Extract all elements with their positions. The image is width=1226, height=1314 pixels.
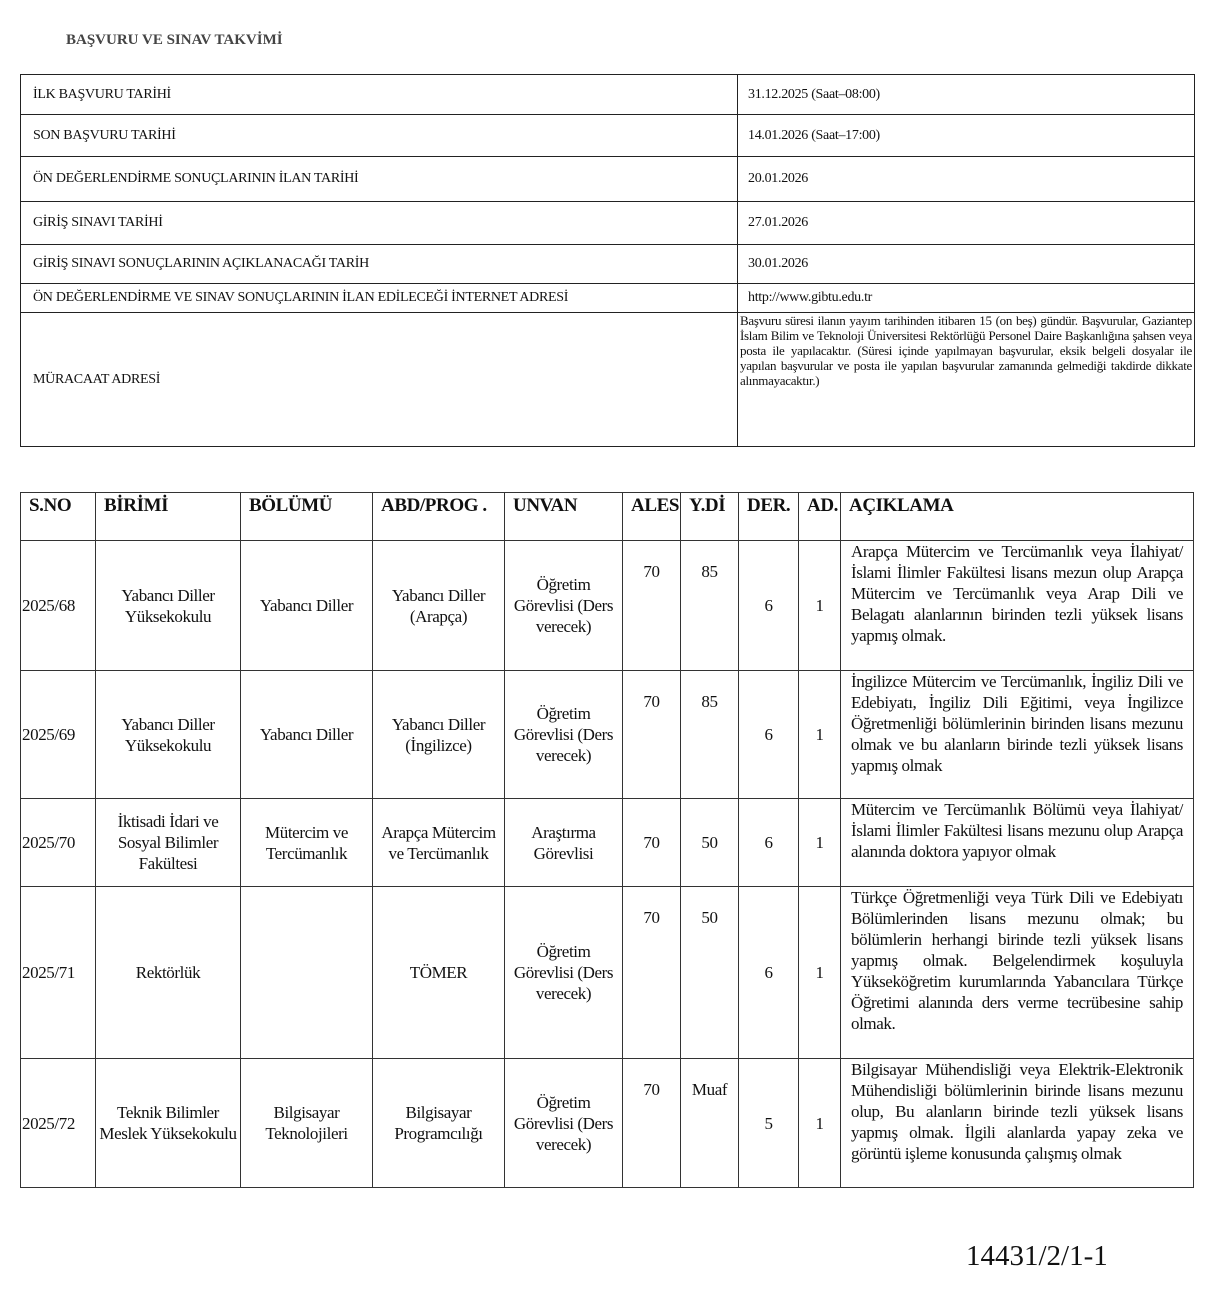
calendar-table xyxy=(20,74,1195,447)
cell-bolum xyxy=(241,887,373,1059)
calendar-label: MÜRACAAT ADRESİ xyxy=(21,313,738,447)
column-header: AÇIKLAMA xyxy=(841,493,1194,541)
column-header: S.NO xyxy=(21,493,96,541)
cell-bolum: Bilgisayar Teknolojileri xyxy=(241,1059,373,1188)
cell-abd: Yabancı Diller (İngilizce) xyxy=(373,671,505,799)
calendar-row xyxy=(21,284,1195,313)
section-title: BAŞVURU VE SINAV TAKVİMİ xyxy=(66,32,283,48)
calendar-row xyxy=(21,157,1195,202)
column-header: AD. xyxy=(799,493,841,541)
calendar-label: ÖN DEĞERLENDİRME SONUÇLARININ İLAN TARİHİ xyxy=(21,157,738,202)
calendar-row xyxy=(21,313,1195,447)
table-row xyxy=(21,671,1194,799)
cell-adet: 1 xyxy=(799,1059,841,1188)
cell-ales: 70 xyxy=(623,799,681,887)
cell-der: 6 xyxy=(739,887,799,1059)
cell-abd: Yabancı Diller (Arapça) xyxy=(373,541,505,671)
cell-ydil: 85 xyxy=(681,541,739,671)
cell-sno: 2025/70 xyxy=(21,799,96,887)
calendar-value: 14.01.2026 (Saat–17:00) xyxy=(738,115,1195,157)
cell-ales: 70 xyxy=(623,887,681,1059)
cell-ydil: 85 xyxy=(681,671,739,799)
cell-abd: Arapça Mütercim ve Tercümanlık xyxy=(373,799,505,887)
cell-bolum: Mütercim ve Tercümanlık xyxy=(241,799,373,887)
cell-aciklama: Türkçe Öğretmenliği veya Türk Dili ve Edebiyatı Bölümlerinden lisans mezunu olmak; bu bölümlerin herhangi birinde tezli yüksek lisans yapmış olmak. Belgelendirmek koşuluyla Yükseköğretim kurumlarında Yabancılara Türkçe Öğretimi alanında ders verme tecrübesine sahip olmak. xyxy=(841,887,1194,1059)
table-row xyxy=(21,1059,1194,1188)
cell-aciklama: İngilizce Mütercim ve Tercümanlık, İngiliz Dili ve Edebiyatı, İngiliz Dili Eğitimi, veya İngilizce Öğretmenliği bölümlerinin birinden lisans mezunu olmak ve bu alanların birinde tezli yüksek lisans yapmış olmak xyxy=(841,671,1194,799)
cell-der: 6 xyxy=(739,671,799,799)
cell-aciklama: Bilgisayar Mühendisliği veya Elektrik-Elektronik Mühendisliği bölümlerinin birinde lisans mezunu olup, Bu alanların birinde tezli yüksek lisans yapmış olmak. İlgili alanlarda yapay zeka ve görüntü işleme konusunda çalışmış olmak xyxy=(841,1059,1194,1188)
cell-sno: 2025/71 xyxy=(21,887,96,1059)
cell-adet: 1 xyxy=(799,541,841,671)
calendar-value: 30.01.2026 xyxy=(738,245,1195,284)
cell-ydil: 50 xyxy=(681,887,739,1059)
cell-ales: 70 xyxy=(623,541,681,671)
cell-ydil: 50 xyxy=(681,799,739,887)
cell-adet: 1 xyxy=(799,671,841,799)
table-row xyxy=(21,541,1194,671)
cell-birim: Yabancı Diller Yüksekokulu xyxy=(96,541,241,671)
positions-table xyxy=(20,492,1194,1188)
cell-unvan: Öğretim Görevlisi (Ders verecek) xyxy=(505,541,623,671)
cell-ales: 70 xyxy=(623,1059,681,1188)
calendar-label: İLK BAŞVURU TARİHİ xyxy=(21,75,738,115)
cell-birim: İktisadi İdari ve Sosyal Bilimler Fakültesi xyxy=(96,799,241,887)
calendar-row xyxy=(21,75,1195,115)
calendar-value: Başvuru süresi ilanın yayım tarihinden itibaren 15 (on beş) gündür. Başvurular, Gaziantep İslam Bilim ve Teknoloji Üniversitesi Rektörlüğü Personel Daire Başkanlığına şahsen veya posta ile yapılacaktır. (Süresi içinde yapılmayan başvurular, eksik belgeli dosyalar ile yapılan başvurular ve posta ile yapılan başvurular zamanında gelmediği takdirde dikkate alınmayacaktır.) xyxy=(738,313,1195,447)
cell-ales: 70 xyxy=(623,671,681,799)
calendar-value: 20.01.2026 xyxy=(738,157,1195,202)
column-header: UNVAN xyxy=(505,493,623,541)
calendar-value: 27.01.2026 xyxy=(738,202,1195,245)
cell-sno: 2025/68 xyxy=(21,541,96,671)
column-header: Y.Dİ xyxy=(681,493,739,541)
table-row xyxy=(21,799,1194,887)
cell-der: 6 xyxy=(739,541,799,671)
cell-der: 5 xyxy=(739,1059,799,1188)
cell-unvan: Araştırma Görevlisi xyxy=(505,799,623,887)
table-row xyxy=(21,887,1194,1059)
cell-adet: 1 xyxy=(799,799,841,887)
cell-birim: Rektörlük xyxy=(96,887,241,1059)
cell-bolum: Yabancı Diller xyxy=(241,541,373,671)
column-header: DER. xyxy=(739,493,799,541)
cell-aciklama: Arapça Mütercim ve Tercümanlık veya İlahiyat/İslami İlimler Fakültesi lisans mezun olup Arapça Mütercim ve Tercümanlık veya Arap Dili ve Belagatı alanlarının birinden tezli yüksek lisans yapmış olmak. xyxy=(841,541,1194,671)
cell-birim: Yabancı Diller Yüksekokulu xyxy=(96,671,241,799)
calendar-value[interactable]: http://www.gibtu.edu.tr xyxy=(738,284,1195,313)
column-header: BÖLÜMÜ xyxy=(241,493,373,541)
calendar-label: ÖN DEĞERLENDİRME VE SINAV SONUÇLARININ İLAN EDİLECEĞİ İNTERNET ADRESİ xyxy=(21,284,738,313)
document-number: 14431/2/1-1 xyxy=(966,1240,1108,1272)
calendar-row xyxy=(21,115,1195,157)
calendar-value: 31.12.2025 (Saat–08:00) xyxy=(738,75,1195,115)
cell-ydil: Muaf xyxy=(681,1059,739,1188)
cell-abd: Bilgisayar Programcılığı xyxy=(373,1059,505,1188)
cell-bolum: Yabancı Diller xyxy=(241,671,373,799)
column-header: ALES xyxy=(623,493,681,541)
cell-der: 6 xyxy=(739,799,799,887)
cell-adet: 1 xyxy=(799,887,841,1059)
calendar-label: GİRİŞ SINAVI TARİHİ xyxy=(21,202,738,245)
cell-abd: TÖMER xyxy=(373,887,505,1059)
calendar-row xyxy=(21,202,1195,245)
column-header: ABD/PROG . xyxy=(373,493,505,541)
cell-aciklama: Mütercim ve Tercümanlık Bölümü veya İlahiyat/İslami İlimler Fakültesi lisans mezunu olup Arapça alanında doktora yapıyor olmak xyxy=(841,799,1194,887)
cell-unvan: Öğretim Görevlisi (Ders verecek) xyxy=(505,1059,623,1188)
calendar-label: GİRİŞ SINAVI SONUÇLARININ AÇIKLANACAĞI TARİH xyxy=(21,245,738,284)
calendar-label: SON BAŞVURU TARİHİ xyxy=(21,115,738,157)
cell-sno: 2025/69 xyxy=(21,671,96,799)
cell-unvan: Öğretim Görevlisi (Ders verecek) xyxy=(505,671,623,799)
column-header: BİRİMİ xyxy=(96,493,241,541)
cell-unvan: Öğretim Görevlisi (Ders verecek) xyxy=(505,887,623,1059)
cell-birim: Teknik Bilimler Meslek Yüksekokulu xyxy=(96,1059,241,1188)
calendar-row xyxy=(21,245,1195,284)
cell-sno: 2025/72 xyxy=(21,1059,96,1188)
